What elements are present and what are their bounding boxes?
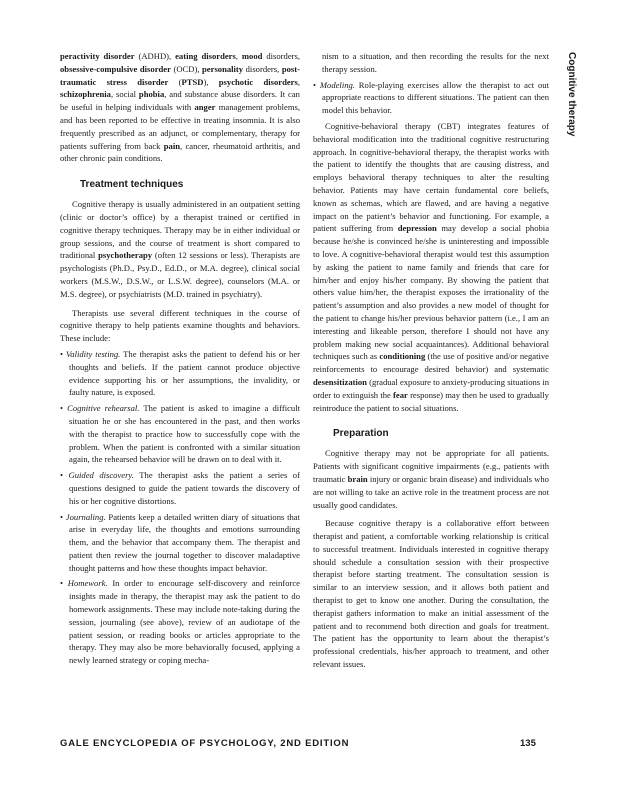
bullet-text: In order to encourage self-discovery and reinforce insights made in therapy, the therapist may ask the patient to do homework assignments. These may include note-taking during the session, journaling (see above), review of an audiotape of the patient session, or reading books or articles appropriate to the therapy. They may also be more behaviorally focused, applying a newly learned strategy or coping mecha- (69, 578, 300, 666)
term: schizophrenia (60, 89, 111, 100)
term: mood (241, 51, 263, 61)
section-heading-treatment: Treatment techniques (80, 179, 184, 191)
term: peractivity disorder (60, 51, 135, 61)
text: injury or organic brain disease) and individuals who are not willing to take an active role in the treatment process are not usually good candidates. (313, 473, 549, 510)
preparation-paragraph-2: Because cognitive therapy is a collaborative effort between therapist and patient, a comfortable working relationship is critical to successful treatment. Individuals interested in cognitive therapy should schedule a consultation session with their prospective therapist before starting treatment. The consultation session is similar to an interview session, and it allows both patient and therapist to get to know one another. During the consultation, the therapist gathers information to make an initial assessment of the patient and to recommend both direction and goals for treatment. The patient has the opportunity to learn about the therapist’s professional credentials, his/her approach to treatment, and other relevant issues. (313, 518, 549, 670)
intro-paragraph (60, 50, 300, 165)
page-number: 135 (520, 738, 536, 749)
treatment-paragraph-2: Therapists use several different techniques in the course of cognitive therapy to help patients examine thoughts and behaviors. These include: (60, 307, 300, 344)
text: , (297, 76, 300, 87)
text: (gradual exposure to anxiety-producing situations in order to extinguish the (313, 376, 549, 400)
term: pain (163, 140, 180, 151)
bullet-text: The therapist asks the patient to defend his or her thoughts and beliefs. If the patient cannot produce objective evidence supporting his or her assumptions, the invalidity, or faulty nature, is exposed. (69, 348, 300, 398)
text: , and substance abuse disorders. It can be useful in helping individuals with (60, 89, 300, 113)
text: response) may then be used to gradually reintroduce the patient to social situations. (313, 389, 549, 413)
text: (ADHD), (134, 51, 176, 61)
bullet-item: • Cognitive rehearsal. The patient is asked to imagine a difficult situation he or she has encountered in the past, and then works with the therapist to practice how to successfully cope with the problem. When the patient is confronted with a similar situation again, the rehearsed behavior will be drawn on to deal with it. (60, 403, 300, 465)
bullet-text: The therapist asks the patient a series of questions designed to guide the patient towards the discovery of his or her cognitive distortions. (69, 470, 300, 506)
term: anger (194, 102, 216, 113)
text: , cancer, rheumatoid arthritis, and other chronic pain conditions. (60, 140, 301, 164)
treatment-paragraph-1 (60, 198, 300, 300)
text: disorders, (243, 63, 282, 74)
term: depression (397, 223, 437, 234)
text: may develop a social phobia because he/she is convinced he/she is uninteresting and impossible to love. A cognitive-behavioral therapist would test this assumption by asking the patient to name family and friends that care for him/her and enjoy his/her company. By showing the patient that others value him/her, the therapist exposes the irrationality of the patient’s assumption and also provides a new model of thought for the patient to change his/her previous behavior pattern (i.e., I am an interesting and likeable person, therefore I should not have any problem making new social acquaintances). Additional behavioral techniques such as (313, 223, 550, 362)
text: Cognitive therapy may not be appropriate for all patients. Patients with significant cognitive impairments (e.g., patients with traumatic (313, 448, 549, 484)
running-head-tab (566, 52, 582, 172)
bullet-text: Role-playing exercises allow the therapist to act out appropriate reactions to different situations. The patient can then model this behavior. (322, 79, 549, 116)
term: phobia (138, 89, 165, 100)
bullet-label: Modeling. (319, 79, 355, 90)
term: conditioning (379, 351, 426, 362)
bullet-label: Guided discovery. (68, 470, 134, 481)
text: management problems, and has been reported to be effective in treating insomnia. It is also frequently prescribed as an adjunct, or complementary, therapy for patients suffering from back (60, 102, 300, 151)
bullet-item: • Journaling. Patients keep a detailed written diary of situations that arise in everyday life, the thoughts and emotions surrounding them, and the behavior that accompany them. The therapist and patient then review the journal together to discover maladaptive thought patterns and how these thoughts impact behavior. (60, 511, 300, 573)
bullet-item: • Guided discovery. The therapist asks the patient a series of questions designed to guide the patient towards the discovery of his or her cognitive distortions. (60, 470, 300, 506)
preparation-paragraph-1 (313, 447, 549, 511)
term: PTSD (181, 76, 204, 87)
bullet-label: Validity testing. (66, 348, 121, 359)
text: Cognitive therapy is usually administered in an outpatient setting (clinic or doctor’s office) by a therapist trained or certified in cognitive therapy techniques. Therapy may be in either individual or group sessions, and the course of treatment is short compared to traditional (60, 199, 300, 261)
bullet-item: • Modeling. Role-playing exercises allow the therapist to act out appropriate reactions to different situations. The patient can then model this behavior. (313, 79, 549, 116)
text: , (235, 51, 242, 61)
term: psychotherapy (98, 250, 153, 261)
term: desensitization (313, 376, 367, 387)
text: , social (110, 89, 139, 100)
text: ), (203, 76, 219, 87)
footer-publication-title: GALE ENCYCLOPEDIA OF PSYCHOLOGY, 2ND EDITION (60, 738, 350, 749)
term: post-traumatic stress disorder (60, 63, 300, 87)
text: (the use of positive and/or negative reinforcements to encourage desired behavior) and systematic (313, 351, 549, 375)
term: fear (393, 389, 408, 400)
bullet-label: Homework. (67, 578, 108, 589)
term: psychotic disorders (218, 76, 298, 87)
cbt-paragraph (313, 120, 549, 414)
text: disorders, (262, 51, 301, 61)
text: ( (168, 76, 182, 87)
left-column (60, 50, 300, 667)
text: (OCD), (170, 63, 203, 74)
running-head-text: Cognitive therapy (566, 52, 577, 137)
text: (often 12 sessions or less). Therapists are psychologists (Ph.D., Psy.D., Ed.D., or M.A. degree), clinical social workers (M.S.W., D.S.W., or L.S.W. degree), counselors (M.A. or M.S. degree), or psychiatrists (M.D. trained in psychiatry). (60, 250, 300, 299)
term: brain (347, 473, 368, 484)
bullet-item: • Validity testing. The therapist asks the patient to defend his or her thoughts and beliefs. If the patient cannot produce objective evidence supporting his or her assumptions, the invalidity, or faulty nature, is exposed. (60, 348, 300, 398)
text: Cognitive-behavioral therapy (CBT) integrates features of behavioral modification into the traditional cognitive restructuring approach. In cognitive-behavioral therapy, the therapist works with the patient to identify the thoughts that are causing distress, and employs behavioral therapy techniques to alter the resulting behavior. Patients may have certain fundamental core beliefs, known as schemas, which are flawed, and are having a negative impact on the patient’s behavior and functioning. For example, a patient suffering from (313, 120, 549, 234)
term: obsessive-compulsive disorder (60, 63, 171, 74)
bullet-item: • Homework. In order to encourage self-discovery and reinforce insights made in therapy, the therapist may ask the patient to do homework assignments. These may include note-taking during the session, journaling (see above), review of an audiotape of the patient session, or reading books or articles appropriate to the therapy. They may also be more behaviorally focused, applying a newly learned strategy or coping mecha- (60, 578, 300, 666)
bullet-text: Patients keep a detailed written diary of situations that arise in everyday life, the thoughts and emotions surrounding them, and the behavior that accompany them. The therapist and patient then review the journal together to discover maladaptive thought patterns and how these thoughts impact behavior. (69, 511, 300, 573)
term: personality (202, 63, 244, 74)
term: eating disorders (175, 51, 236, 61)
bullet-label: Journaling. (65, 511, 106, 522)
bullet-label: Cognitive rehearsal. (67, 403, 140, 414)
right-column (313, 50, 549, 671)
section-heading-preparation: Preparation (333, 428, 389, 440)
bullet-continuation: nism to a situation, and then recording the results for the next therapy session. (322, 51, 549, 74)
bullet-text: The patient is asked to imagine a difficult situation he or she has encountered in the past, and then works with the therapist to practice how to successfully cope with the problem. When the patient is confronted with a similar situation again, the rehearsed behavior will be drawn on to deal with it. (69, 403, 300, 465)
